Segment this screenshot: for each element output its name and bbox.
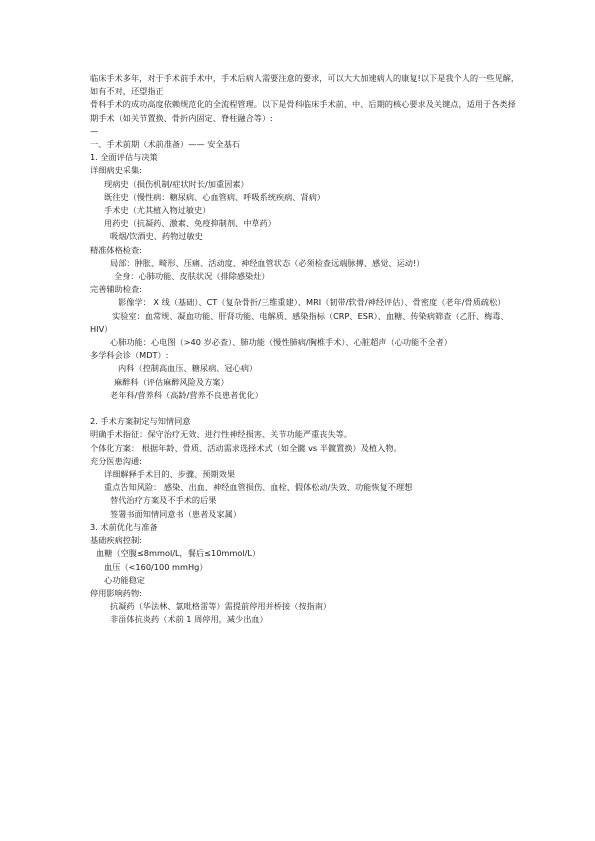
list-item: 吸烟/饮酒史、药物过敏史	[110, 231, 203, 242]
intro-paragraph-2: 骨科手术的成功高度依赖规范化的全流程管理。以下是骨科临床手术前、中、后期的核心要求及关键点，适用于各类择期手术（如关节置换、骨折内固定、脊柱融合等）:	[90, 99, 516, 123]
list-heading: 完善辅助检查:	[90, 284, 142, 295]
list-item: 心肺功能：心电图（>40 岁必查）、肺功能（慢性肺病/胸椎手术）、心脏超声（心功能不全者）	[110, 337, 452, 348]
subsection-heading: 1. 全面评估与决策	[90, 152, 158, 163]
list-item: 现病史（损伤机制/症状时长/加重因素）	[104, 178, 249, 189]
list-item: 替代治疗方案及不手术的后果	[110, 495, 217, 506]
list-item: 非甾体抗炎药（术前 1 周停用，减少出血）	[110, 614, 268, 625]
list-item: 实验室：血常规、凝血功能、肝肾功能、电解质、感染指标（CRP、ESR）、血糖、传染病筛查（乙肝、梅毒、HIV）	[90, 310, 509, 334]
list-item: 影像学： X 线（基础）、CT（复杂骨折/三维重建）、MRI（韧带/软骨/神经评估）、骨密度（老年/骨质疏松）	[118, 297, 506, 308]
paragraph: 个体化方案： 根据年龄、骨质、活动需求选择术式（如全髋 vs 半髋置换）及植入物。	[90, 442, 402, 453]
list-heading: 充分医患沟通:	[90, 455, 142, 466]
list-item: 局部：肿胀、畸形、压痛、活动度、神经血管状态（必须检查远端脉搏、感觉、运动!）	[110, 257, 425, 268]
list-item: 麻醉科（评估麻醉风险及方案）	[114, 376, 229, 387]
paragraph: 明确手术指征：保守治疗无效、进行性神经损害、关节功能严重丧失等。	[90, 429, 353, 440]
list-item: 重点告知风险： 感染、出血、神经血管损伤、血栓、假体松动/失效、功能恢复不理想	[104, 482, 413, 493]
intro-paragraph: 临床手术多年，对于手术前手术中，手术后病人需要注意的要求，可以大大加速病人的康复!以下是我个人的一些见解，如有不对，还望指正	[90, 73, 520, 97]
list-item: 签署书面知情同意书（患者及家属）	[110, 508, 242, 519]
section-heading: 一、手术前期（术前准备）—— 安全基石	[90, 139, 240, 150]
list-item: 血糖（空腹≤8mmol/L，餐后≤10mmol/L）	[96, 548, 261, 559]
document-page	[90, 72, 520, 627]
subsection-heading: 3. 术前优化与准备	[90, 521, 158, 532]
list-item: 老年科/营养科（高龄/营养不良患者优化）	[110, 389, 263, 400]
list-item: 手术史（尤其植入物过敏史）	[104, 205, 211, 216]
subsection-heading: 2. 手术方案制定与知情同意	[90, 416, 191, 427]
list-item: 心功能稳定	[104, 574, 145, 585]
list-item: 全身：心肺功能、皮肤状况（排除感染灶）	[114, 271, 270, 282]
list-item: 用药史（抗凝药、激素、免疫抑制剂、中草药）	[104, 218, 276, 229]
list-item: 血压（<160/100 mmHg）	[104, 561, 208, 572]
list-item: 既往史（慢性病：糖尿病、心血管病、呼吸系统疾病、肾病）	[104, 191, 326, 202]
list-item: 内科（控制高血压、糖尿病、冠心病）	[118, 363, 258, 374]
list-heading: 多学科会诊（MDT）:	[90, 350, 169, 361]
list-item: 详细解释手术目的、步骤、预期效果	[104, 469, 236, 480]
list-heading: 详细病史采集:	[90, 165, 142, 176]
separator-dash: —	[90, 125, 99, 136]
list-heading: 精准体格检查:	[90, 244, 142, 255]
list-heading: 停用影响药物:	[90, 587, 142, 598]
list-heading: 基础疾病控制:	[90, 535, 142, 546]
list-item: 抗凝药（华法林、氯吡格雷等）需提前停用并桥接（按指南）	[110, 601, 332, 612]
